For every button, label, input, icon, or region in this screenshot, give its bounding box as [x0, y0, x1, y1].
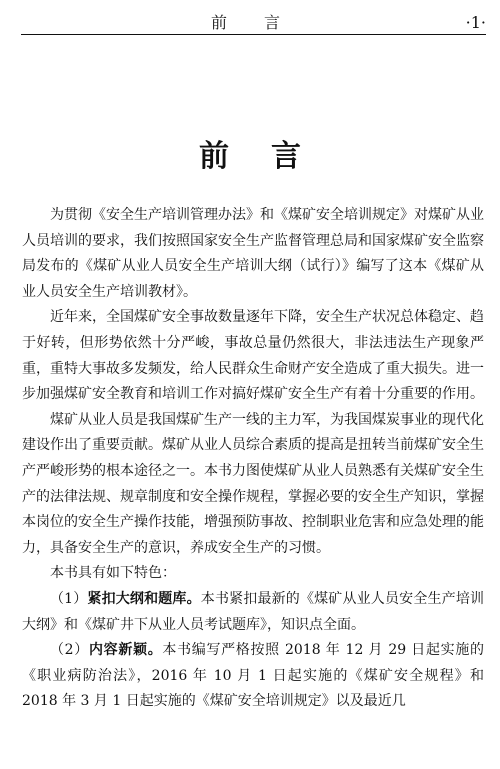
- feature-heading: 紧扣大纲和题库。: [87, 590, 201, 607]
- feature-text: 本书编写严格按照 2018 年 12 月 29 日起实施的《职业病防治法》，2016 年 10 月 1 日起实施的《煤矿安全规程》和 2018 年 3 月 1 日起实施的《煤矿安全培训规定》以及最近几: [22, 642, 484, 710]
- paragraph-features-intro: 本书具有如下特色：: [50, 565, 176, 582]
- running-header: [21, 12, 486, 35]
- feature-text: 本书紧扣最新的《煤矿从业人员安全生产培训大纲》和《煤矿井下从业人员考试题库》，知识点全面。: [22, 590, 484, 633]
- feature-heading: 内容新颖。: [88, 642, 163, 659]
- page-number: ·1·: [465, 13, 486, 32]
- paragraph-workforce: 煤矿从业人员是我国煤矿生产一线的主力军，为我国煤炭事业的现代化建设作出了重要贡献。煤矿从业人员综合素质的提高是扭转当前煤矿安全生产严峻形势的根本途径之一。本书力图使煤矿从业人员熟悉有关煤矿安全生产的法律法规、规章制度和安全操作规程，掌握必要的安全生产知识，掌握本岗位的安全生产操作技能，增强预防事故、控制职业危害和应急处理的能力，具备安全生产的意识，养成安全生产的习惯。: [22, 411, 484, 556]
- paragraph-situation: 近年来，全国煤矿安全事故数量逐年下降，安全生产状况总体稳定、趋于好转，但形势依然十分严峻，事故总量仍然很大，非法违法生产现象严重，重特大事故多发频发，给人民群众生命财产安全造成了重大损失。进一步加强煤矿安全教育和培训工作对搞好煤矿安全生产有着十分重要的作用。: [22, 309, 484, 403]
- body-text: [22, 203, 484, 715]
- feature-item-1: [22, 587, 484, 638]
- feature-number: （2）: [50, 642, 89, 659]
- running-header-title: 前 言: [210, 13, 297, 32]
- chapter-title: 前言: [199, 139, 343, 174]
- feature-item-2: [22, 638, 484, 715]
- feature-number: （1）: [50, 590, 88, 607]
- paragraph-purpose: 为贯彻《安全生产培训管理办法》和《煤矿安全培训规定》对煤矿从业人员培训的要求，我们按照国家安全生产监督管理总局和国家煤矿安全监察局发布的《煤矿从业人员安全生产培训大纲（试行）》编写了这本《煤矿从业人员安全生产培训教材》。: [22, 207, 484, 300]
